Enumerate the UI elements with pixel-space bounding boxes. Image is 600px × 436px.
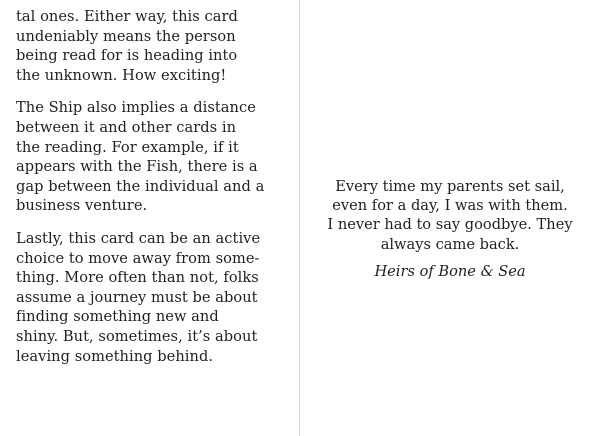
right-page <box>300 0 599 436</box>
paragraph-2: The Ship also implies a distance between it and other cards in the reading. For example, if it appears with the Fish, there is a gap between the individual and a business venture. <box>16 99 265 215</box>
epigraph-quote: Every time my parents set sail, even for a day, I was with them. I never had to say goodbye. They always came back. <box>327 178 573 253</box>
paragraph-1: tal ones. Either way, this card undeniably means the person being read for is heading into the unknown. How exciting! <box>16 8 238 84</box>
epigraph <box>310 177 590 281</box>
paragraph-3: Lastly, this card can be an active choice to move away from some- thing. More often than not, folks assume a journey must be about finding something new and shiny. But, sometimes, it’s about leaving something behind. <box>16 229 261 365</box>
epigraph-source: Heirs of Bone & Sea <box>374 262 526 280</box>
